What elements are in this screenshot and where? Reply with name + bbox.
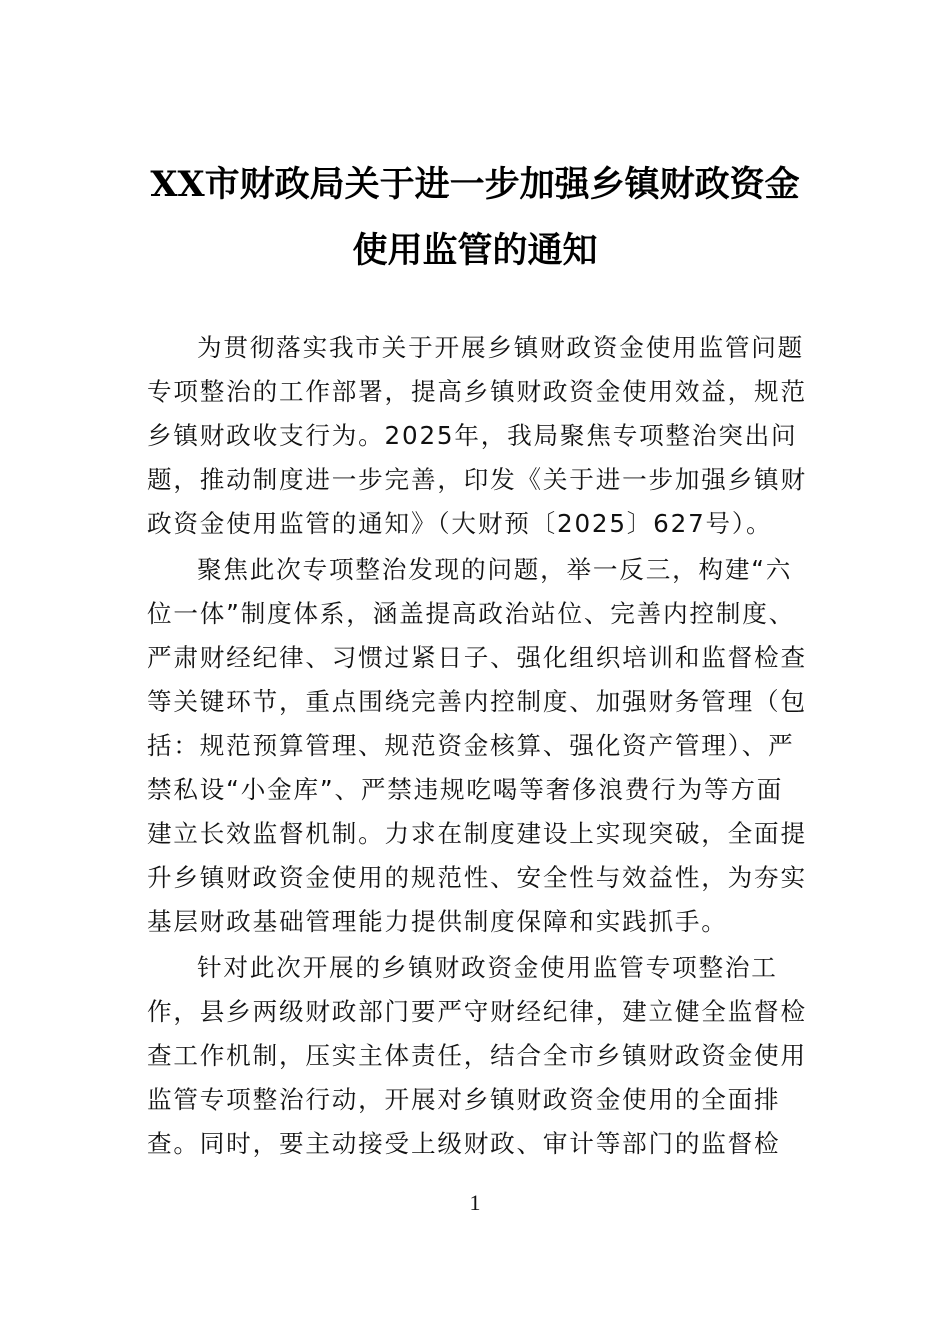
document-title-line-1: XX市财政局关于进一步加强乡镇财政资金 xyxy=(150,164,800,205)
paragraph-line: 禁私设“小金库”、严禁违规吃喝等奢侈浪费行为等方面 xyxy=(147,775,784,804)
paragraph-line: 等关键环节，重点围绕完善内控制度、加强财务管理（包 xyxy=(147,687,807,716)
paragraph-line: 位一体”制度体系，涵盖提高政治站位、完善内控制度、 xyxy=(147,599,795,628)
paragraph-line: 查工作机制，压实主体责任，结合全市乡镇财政资金使用 xyxy=(147,1041,807,1070)
paragraph-line: 括：规范预算管理、规范资金核算、强化资产管理）、严 xyxy=(147,731,795,760)
page-number: 1 xyxy=(469,1190,481,1215)
paragraph-line: 查。同时，要主动接受上级财政、审计等部门的监督检 xyxy=(147,1129,781,1158)
paragraph-line: 建立长效监督机制。力求在制度建设上实现突破，全面提 xyxy=(147,819,807,848)
paragraph-line: 升乡镇财政资金使用的规范性、安全性与效益性，为夯实 xyxy=(147,863,807,892)
paragraph-line: 针对此次开展的乡镇财政资金使用监管专项整治工 xyxy=(197,953,778,982)
document-title-line-2: 使用监管的通知 xyxy=(352,230,598,271)
paragraph-line: 严肃财经纪律、习惯过紧日子、强化组织培训和监督检查 xyxy=(147,643,807,672)
paragraph-line: 作，县乡两级财政部门要严守财经纪律，建立健全监督检 xyxy=(147,997,807,1026)
paragraph-line: 为贯彻落实我市关于开展乡镇财政资金使用监管问题 xyxy=(197,333,805,362)
paragraph-line: 聚焦此次专项整治发现的问题，举一反三，构建“六 xyxy=(197,555,793,584)
paragraph-line: 乡镇财政收支行为。2025年，我局聚焦专项整治突出问 xyxy=(147,421,798,450)
paragraph-line: 监管专项整治行动，开展对乡镇财政资金使用的全面排 xyxy=(147,1085,781,1114)
paragraph-line: 题，推动制度进一步完善，印发《关于进一步加强乡镇财 xyxy=(147,465,807,494)
paragraph-line: 政资金使用监管的通知》（大财预〔2025〕627号）。 xyxy=(147,509,773,538)
paragraph-line: 基层财政基础管理能力提供制度保障和实践抓手。 xyxy=(147,907,728,936)
paragraph-line: 专项整治的工作部署，提高乡镇财政资金使用效益，规范 xyxy=(147,377,807,406)
